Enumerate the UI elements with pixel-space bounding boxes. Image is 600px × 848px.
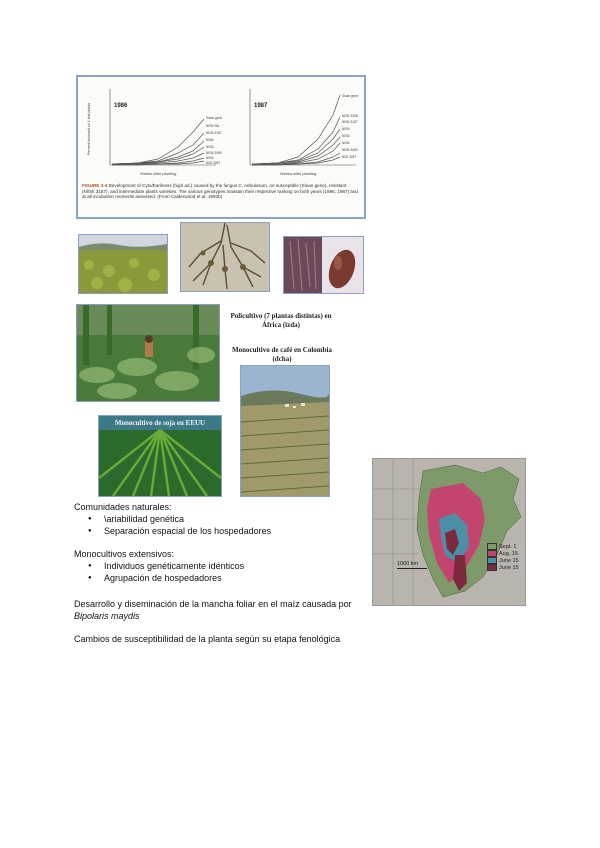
chart-1987-year: 1987 — [254, 103, 268, 109]
natural-communities-heading: Comunidades naturales: — [74, 502, 172, 512]
chart-1987-series-label: Nl/Sk — [342, 134, 350, 138]
chart-1987-series-label: Nl/Sk — [342, 127, 350, 131]
chart-1986-series-label: Nl/D 3287 — [206, 161, 221, 165]
natural-communities-list — [74, 513, 271, 537]
chart-1987-series-label: Nl/Sk 3187 — [342, 120, 358, 124]
chart-1987-series-label: Sloan gene — [342, 94, 359, 98]
soy-monoculture-photo — [98, 415, 222, 497]
polyculture-label: Policultivo (7 plantas distintas) en África (izda) — [230, 312, 332, 329]
map-scale-bar — [397, 568, 427, 569]
chart-1986-series-label: Sloan gene — [206, 116, 223, 120]
chart-1986 — [87, 89, 222, 176]
chart-1986-series-label: Nl/Sk 3080 — [206, 151, 222, 155]
figure-caption-text: Development of Cyto/Earliness (high ad.) caused by the fungus C. nebulosum, on susceptible (Sloan gene), resistant (Nl/Sk 3187), and intermediate plants varieties. The various genotypes maintain their respective ranking on both years (1986, 1987) and at all incubation moments assessed. (From Calderwood et al. 1993b) — [82, 183, 358, 200]
chart-1987-series-label: Nl/D 3287 — [342, 155, 357, 159]
phenology-text: Cambios de susceptibilidad de la planta según su etapa fenológica — [74, 634, 341, 644]
chart-1986-ylabel: Percent lesioned on 1 leaf plants — [87, 102, 91, 155]
figure-caption-lead: FIGURE 3-4 — [82, 183, 108, 188]
chart-1986-series-label: Nl/Sk — [206, 138, 214, 142]
field-photo — [78, 234, 168, 294]
chart-1987-series-label: Nl/Sk — [342, 141, 350, 145]
chart-1987-series-label: Nl/Sk 3080 — [342, 148, 358, 152]
chart-1987 — [250, 89, 358, 176]
polyculture-photo — [76, 304, 220, 402]
tuber-photo — [283, 236, 364, 294]
list-item: ● Separación espacial de los hospedadores — [74, 525, 271, 537]
chart-1986-series-label: Nl/Sk 3187 — [206, 131, 222, 135]
monoculture-list — [74, 560, 244, 584]
chart-1987-xlabel: Weeks after planting — [280, 171, 317, 176]
map-scale: 1000 km — [397, 561, 419, 567]
chart-1986-series-label: Nl/Sk — [206, 156, 214, 160]
map-legend-item: Aug. 15 — [487, 550, 519, 557]
roots-photo — [180, 222, 270, 292]
pathogen-name: Bipolaris maydis — [74, 611, 140, 621]
map-legend-item: June 15 — [487, 564, 519, 571]
list-item: ● Agrupación de hospedadores — [74, 572, 244, 584]
disease-spread-text — [74, 598, 374, 622]
disease-spread-line: Desarrollo y diseminación de la mancha foliar en el maíz causada por — [74, 599, 352, 609]
list-item: ● Individuos genéticamente idénticos — [74, 560, 244, 572]
monoculture-heading: Monocultivos extensivos: — [74, 549, 175, 559]
chart-1986-series-label: Nl/Sk Sld — [206, 124, 220, 128]
disease-spread-map-graphic — [373, 459, 525, 605]
chart-1986-year: 1986 — [114, 103, 128, 109]
chart-1987-series-label: Nl/Sk 3308 — [342, 114, 358, 118]
chart-1986-xlabel: Weeks after planting — [140, 171, 177, 176]
list-item: ● \ariabilidad genética — [74, 513, 271, 525]
chart-1986-series-label: Nl/Sk — [206, 145, 214, 149]
disease-spread-map — [372, 458, 526, 606]
soy-monoculture-label: Monocultivo de soja en EEUU — [114, 419, 206, 427]
map-legend-item: Sept. 1 — [487, 543, 519, 550]
coffee-monoculture-label: Monocultivo de café en Colombia (dcha) — [232, 346, 332, 363]
map-legend-item: June 15 — [487, 557, 519, 564]
figure-caption — [82, 183, 358, 200]
coffee-monoculture-photo — [240, 365, 330, 497]
map-legend — [487, 543, 519, 571]
